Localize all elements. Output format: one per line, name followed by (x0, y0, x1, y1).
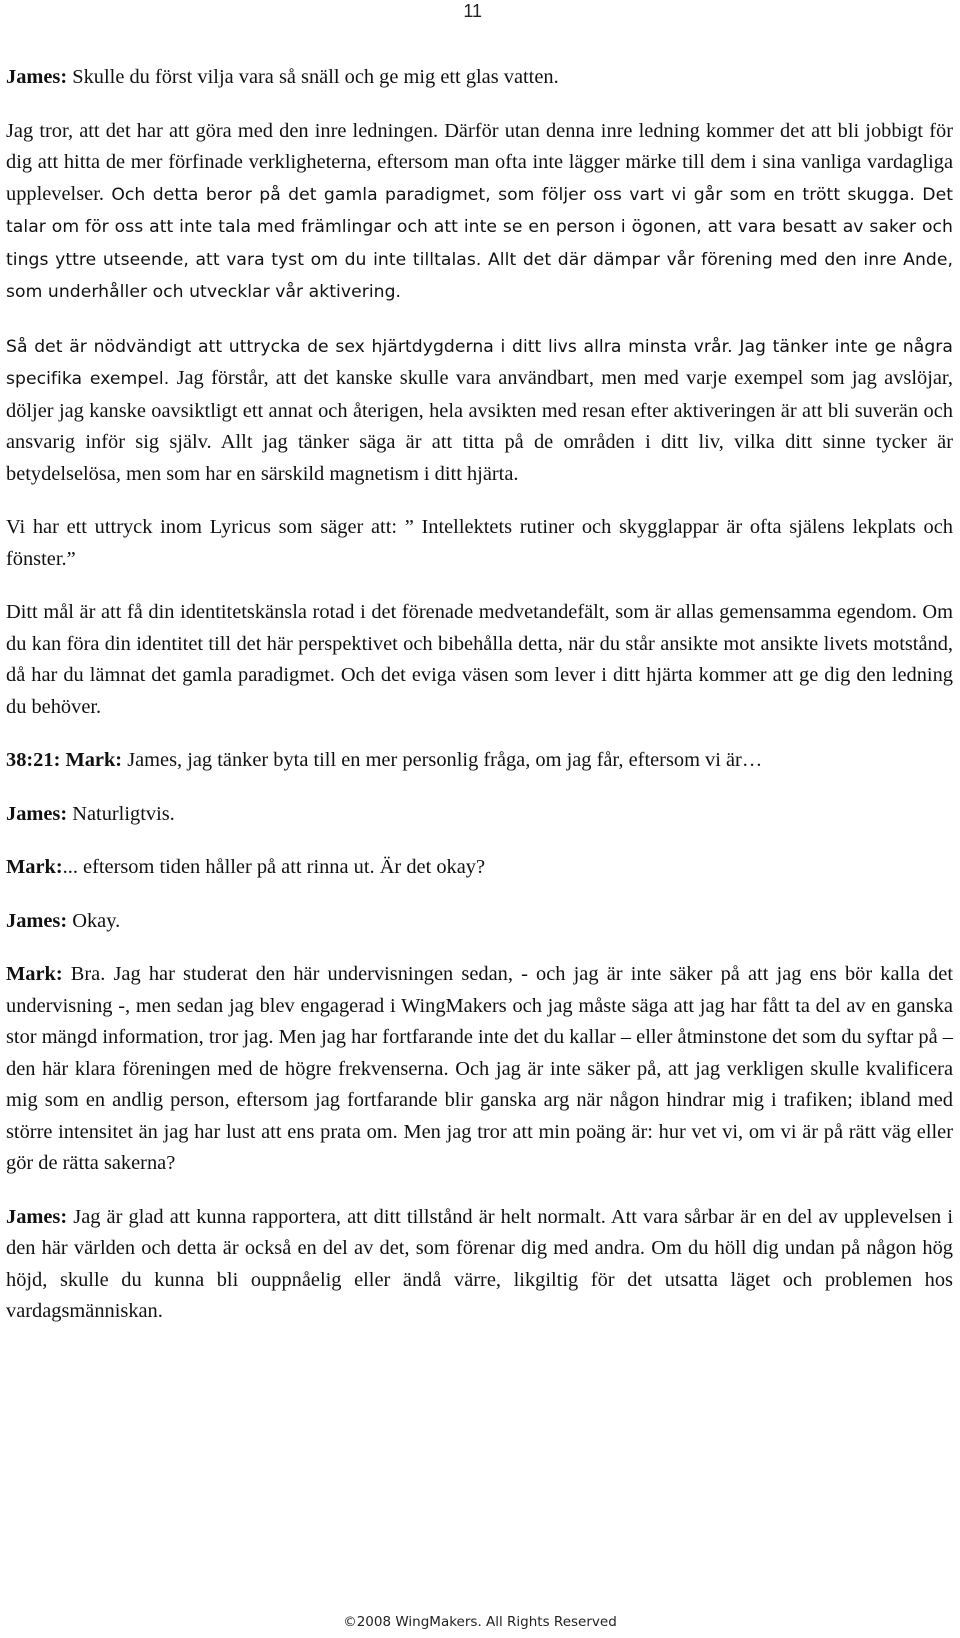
paragraph (6, 745, 953, 777)
speaker-label: James: (6, 66, 68, 88)
paragraph-text: Jag förstår, att det kanske skulle vara användbart, men med varje exempel som jag avslöjar, döljer jag kanske oavsiktligt ett annat och återigen, hela avsikten med resan efter aktiveringen är att bli suverän och ansvarig inför sig själv. Allt jag tänker säga är att titta på de områden i ditt liv, vilka ditt sinne tycker är betydelselösa, men som har en särskild magnetism i ditt hjärta. (6, 367, 953, 485)
speaker-label: 38:21: Mark: (6, 749, 123, 771)
paragraph-text: Så det är nödvändigt att uttrycka de sex hjärtdygderna i ditt livs allra minsta vrår. Jag tänker inte ge några specifika exempel. (6, 336, 953, 389)
paragraph-text: Och detta beror på det gamla paradigmet, som följer oss vart vi går som en trött skugga. Det talar om för oss att inte tala med främlingar och att inte se en person i ögonen, att vara besatt av saker och tings yttre utseende, att vara tyst om du inte tilltalas. Allt det där dämpar vår förening med den inre Ande, som underhåller och utvecklar vår aktivering. (6, 184, 953, 302)
paragraph (6, 799, 953, 831)
page-number: 11 (463, 1, 482, 21)
speaker-label: James: (6, 1205, 68, 1228)
speaker-label: Mark: (6, 963, 63, 985)
paragraph (6, 959, 953, 1180)
speaker-label: James: (6, 802, 68, 825)
paragraph-text: Ditt mål är att få din identitetskänsla rotad i det förenade medvetandefält, som är allas gemensamma egendom. Om du kan föra din identitet till det här perspektivet och bibehålla detta, när du står ansikte mot ansikte livets motstånd, då har du lämnat det gamla paradigmet. Och det eviga väsen som lever i ditt hjärta kommer att ge dig den ledning du behöver. (6, 601, 953, 718)
paragraph-text: Naturligtvis. (67, 802, 175, 825)
paragraph-text: Jag tror, att det har att göra med den inre ledningen. Därför utan denna inre ledning kommer det att bli jobbigt för dig att hitta de mer förfinade verkligheterna, eftersom man ofta inte lägger märke till dem i sina vanliga vardagliga upplevelser. (6, 119, 953, 205)
document-body (6, 62, 953, 1350)
paragraph (6, 1202, 953, 1328)
paragraph (6, 906, 953, 938)
paragraph (6, 62, 953, 94)
speaker-label: Mark: (6, 856, 63, 878)
speaker-label: James: (6, 909, 68, 932)
paragraph-text: ... eftersom tiden håller på att rinna ut. Är det okay? (62, 856, 486, 878)
paragraph-text: Okay. (67, 909, 121, 932)
paragraph (6, 331, 953, 491)
paragraph (6, 597, 953, 723)
paragraph-text: Jag är glad att kunna rapportera, att ditt tillstånd är helt normalt. Att vara sårbar är en del av upplevelsen i den här världen och detta är också en del av det, som förenar dig med andra. Om du höll dig undan på någon hög höjd, skulle du kunna bli ouppnåelig eller ändå värre, likgiltig för det utsatta läget och problemen hos vardagsmänniskan. (6, 1205, 953, 1322)
copyright-footer: ©2008 WingMakers. All Rights Reserved (343, 1614, 617, 1630)
paragraph (6, 852, 953, 884)
paragraph-text: James, jag tänker byta till en mer personlig fråga, om jag får, eftersom vi är… (122, 749, 763, 771)
paragraph-text: Bra. Jag har studerat den här undervisningen sedan, - och jag är inte säker på att jag ens bör kalla det undervisning -, men sedan jag blev engagerad i WingMakers och jag måste säga att jag har fått ta del av en ganska stor mängd information, tror jag. Men jag har fortfarande inte det du kallar – eller åtminstone det som du syftar på – den här klara föreningen med de högre frekvenserna. Och jag är inte säker på, att jag verkligen skulle kvalificera mig som en andlig person, eftersom jag fortfarande blir ganska arg när någon hindrar mig i trafiken; ibland med större intensitet än jag har lust att ens prata om. Men jag tror att min poäng är: hur vet vi, om vi är på rätt väg eller gör de rätta sakerna? (6, 963, 953, 1174)
paragraph (6, 512, 953, 575)
paragraph-text: Skulle du först vilja vara så snäll och ge mig ett glas vatten. (67, 66, 559, 88)
paragraph-text: Vi har ett uttryck inom Lyricus som säger att: ” Intellektets rutiner och skygglappar är ofta själens lekplats och fönster.” (6, 516, 953, 570)
paragraph (6, 116, 953, 309)
